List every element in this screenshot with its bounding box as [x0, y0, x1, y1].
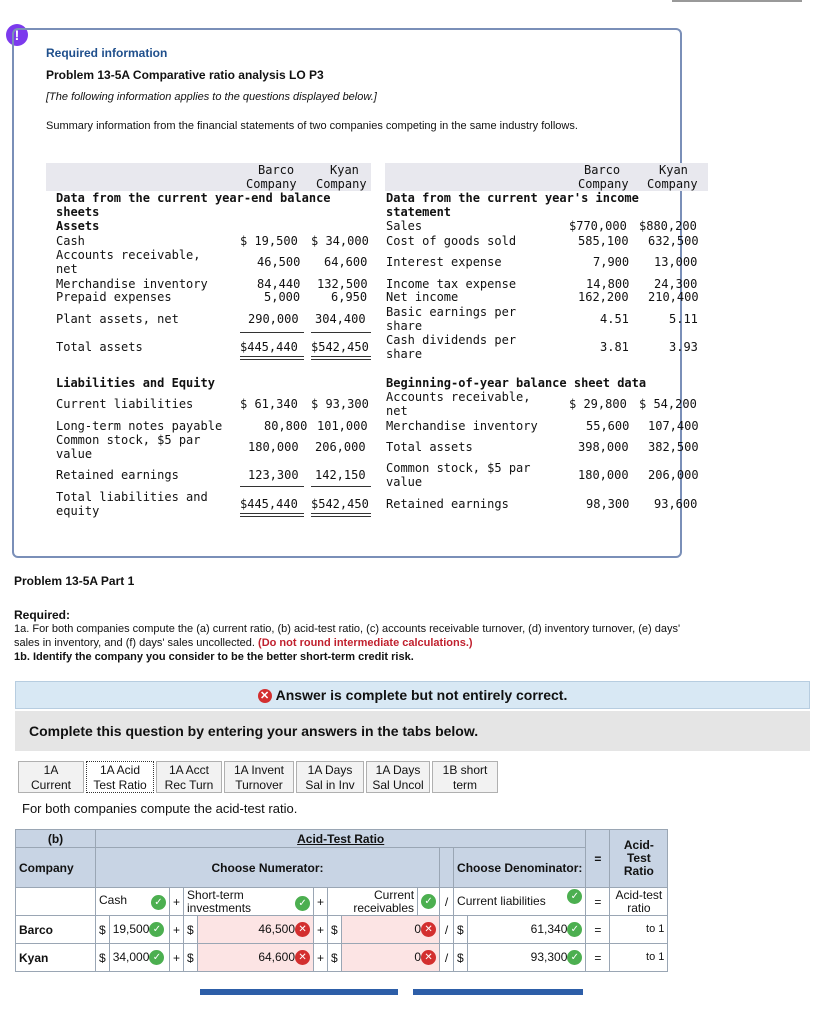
rule: [240, 516, 304, 517]
dollar: $: [184, 916, 198, 944]
tab-1a-invent[interactable]: [224, 761, 294, 793]
value: 632,500: [648, 234, 699, 248]
value: 84,440: [257, 277, 301, 291]
value: 13,000: [654, 255, 698, 269]
row-label: Total liabilities and: [56, 490, 208, 504]
value: 4.51: [600, 312, 629, 326]
divide-sign: /: [440, 888, 454, 916]
section-title: Liabilities and Equity: [56, 376, 215, 390]
dollar: $: [328, 916, 342, 944]
row-label: Cash: [56, 234, 85, 248]
equals-sign: =: [586, 916, 610, 944]
row-label: Common stock, $5 par: [386, 461, 531, 475]
value: 55,600: [586, 419, 630, 433]
col-header: Company: [647, 177, 698, 191]
tab-1b-short-term[interactable]: [432, 761, 498, 793]
required-info-heading: Required information: [46, 46, 168, 60]
section-title: sheets: [56, 205, 100, 219]
check-cell: [418, 888, 440, 916]
result-suffix: to 1: [646, 951, 665, 963]
value: 162,200: [578, 290, 629, 304]
prev-tab-button[interactable]: [200, 989, 398, 995]
company-barco: Barco: [16, 916, 96, 944]
value: $ 54,200: [639, 397, 697, 411]
plus-sign: +: [170, 916, 184, 944]
cell-text: Current liabilities: [457, 894, 546, 908]
rule: [240, 356, 304, 357]
company-kyan: Kyan: [16, 944, 96, 972]
tab-1a-current[interactable]: [18, 761, 84, 793]
value: 382,500: [648, 440, 699, 454]
value: 180,000: [578, 468, 629, 482]
table-title: Acid-Test Ratio: [96, 830, 586, 848]
value: 206,000: [648, 468, 699, 482]
row-label: Merchandise inventory: [386, 419, 538, 433]
summary-text: Summary information from the financial statements of two companies competing in the same industry follows.: [46, 120, 578, 132]
row-label: Plant assets, net: [56, 312, 179, 326]
divide-sign: /: [440, 916, 454, 944]
equals-sign: =: [586, 944, 610, 972]
input-value: 19,500: [112, 921, 150, 936]
b-label: (b): [16, 830, 96, 848]
tab-1a-acid-test[interactable]: [86, 761, 154, 793]
dollar: $: [454, 916, 468, 944]
tab-label: Test Ratio: [93, 778, 147, 792]
rule: [311, 513, 371, 514]
kyan-cr-input[interactable]: [341, 944, 439, 972]
row-label: Sales: [386, 219, 423, 233]
value: 180,000: [248, 440, 299, 454]
kyan-sti-input[interactable]: [197, 944, 313, 972]
value: $ 19,500: [240, 234, 298, 248]
value: $ 34,000: [311, 234, 369, 248]
row-label: Accounts receivable,: [56, 248, 201, 262]
row-label: share: [386, 319, 423, 333]
rule: [311, 332, 371, 333]
tab-1a-acct-rec[interactable]: [156, 761, 222, 793]
value: $542,450: [311, 340, 369, 354]
input-value: 0: [414, 921, 422, 936]
col-header: Kyan: [330, 163, 359, 177]
row-label: Interest expense: [386, 255, 502, 269]
col-header: Company: [246, 177, 297, 191]
barco-cr-input[interactable]: [341, 916, 439, 944]
value: 24,300: [654, 277, 698, 291]
value: $ 93,300: [311, 397, 369, 411]
value: 132,500: [317, 277, 368, 291]
tab-label: term: [453, 778, 477, 792]
value: 3.93: [669, 340, 698, 354]
value: 107,400: [648, 419, 699, 433]
input-value: 0: [414, 949, 422, 964]
rule: [311, 356, 371, 357]
result-label: Acid-test ratio: [610, 888, 668, 916]
row-label: equity: [56, 504, 100, 518]
input-value: 34,000: [112, 949, 150, 964]
check-icon: ✓: [149, 950, 164, 965]
tab-label: 1A Days: [375, 763, 421, 777]
section-title: Data from the current year's income: [386, 191, 639, 205]
top-bar: [672, 0, 802, 2]
problem-title: Problem 13-5A Comparative ratio analysis LO P3: [46, 68, 324, 82]
value: 6,950: [331, 290, 368, 304]
tab-label: 1B short: [442, 763, 488, 777]
plus-sign: +: [170, 888, 184, 916]
result-suffix: to 1: [646, 923, 665, 935]
dollar: $: [184, 944, 198, 972]
tab-1a-days-inv[interactable]: [296, 761, 364, 793]
tab-1a-days-uncol[interactable]: [366, 761, 430, 793]
follow-note: [The following information applies to the questions displayed below.]: [46, 91, 377, 103]
cell-text: Cash: [99, 893, 128, 907]
row-label: Prepaid expenses: [56, 290, 172, 304]
section-title: statement: [386, 205, 452, 219]
rule: [240, 513, 304, 514]
plus-sign: +: [314, 916, 328, 944]
row-label: value: [386, 475, 423, 489]
numerator-select-cash[interactable]: [96, 888, 170, 916]
value: 64,600: [324, 255, 368, 269]
barco-result-input[interactable]: [610, 916, 668, 944]
value: $770,000: [569, 219, 627, 233]
req-1a: 1a. For both companies compute the (a) current ratio, (b) acid-test ratio, (c) accounts receivable turnover, (d) inventory turnover, (e) days' sales in inventory, and (f) days' sales uncollected.: [14, 623, 681, 649]
row-label: share: [386, 347, 423, 361]
assets-title: Assets: [56, 219, 100, 233]
plus-sign: +: [314, 888, 328, 916]
denominator-select[interactable]: [454, 888, 586, 916]
part-label: Problem 13-5A Part 1: [14, 574, 135, 588]
dollar: $: [328, 944, 342, 972]
value: 101,000: [317, 419, 368, 433]
row-label: Merchandise inventory: [56, 277, 208, 291]
tab-label: Current: [30, 778, 71, 792]
acid-test-table: [15, 829, 668, 972]
value: 142,150: [315, 468, 366, 482]
check-icon: ✓: [295, 896, 310, 911]
req-1a-note: (Do not round intermediate calculations.): [258, 637, 473, 649]
req-1b: 1b. Identify the company you consider to be the better short-term credit risk.: [14, 651, 414, 663]
answer-status-text: Answer is complete but not entirely correct.: [275, 687, 568, 703]
row-label: Income tax expense: [386, 277, 517, 291]
rule: [240, 486, 304, 487]
tab-label: 1A Days: [307, 763, 353, 777]
value: $880,200: [639, 219, 697, 233]
section-title: Data from the current year-end balance: [56, 191, 331, 205]
value: 5,000: [264, 290, 301, 304]
col-header: Barco: [584, 163, 621, 177]
rule: [311, 359, 371, 360]
value: $445,440: [240, 497, 298, 511]
barco-cl-input[interactable]: [467, 916, 586, 944]
row-label: value: [56, 447, 93, 461]
input-value: 46,500: [258, 921, 296, 936]
value: $ 29,800: [569, 397, 627, 411]
barco-sti-input[interactable]: [197, 916, 313, 944]
value: 46,500: [257, 255, 301, 269]
row-label: Total assets: [386, 440, 473, 454]
value: 5.11: [669, 312, 698, 326]
section-title: Beginning-of-year balance sheet data: [386, 376, 647, 390]
col-header: Barco: [258, 163, 295, 177]
row-label: Cash dividends per: [386, 333, 517, 347]
row-label: Basic earnings per: [386, 305, 517, 319]
numerator-select-sti[interactable]: [184, 888, 314, 916]
value: 14,800: [586, 277, 630, 291]
blank-cell: [16, 888, 96, 916]
denominator-head: Choose Denominator:: [454, 848, 586, 888]
value: 290,000: [248, 312, 299, 326]
value: 123,300: [248, 468, 299, 482]
blank-head: [440, 848, 454, 888]
x-icon: ✕: [421, 950, 436, 965]
row-label: Retained earnings: [386, 497, 509, 511]
eq-head: =: [586, 830, 610, 888]
check-icon: ✓: [149, 922, 164, 937]
row-label: net: [386, 404, 408, 418]
value: 3.81: [600, 340, 629, 354]
check-icon: ✓: [567, 922, 582, 937]
value: $542,450: [311, 497, 369, 511]
tab-label: 1A: [43, 763, 59, 777]
rule: [311, 516, 371, 517]
row-label: Net income: [386, 290, 459, 304]
col-header: Company: [578, 177, 629, 191]
equals-sign: =: [586, 888, 610, 916]
company-head: Company: [16, 848, 96, 888]
rule: [240, 359, 304, 360]
dollar: $: [96, 944, 110, 972]
rule: [311, 486, 371, 487]
value: 7,900: [593, 255, 630, 269]
tab-label: 1A Acct: [168, 763, 210, 777]
barco-cash-input[interactable]: [109, 916, 169, 944]
tab-label: Turnover: [235, 778, 283, 792]
value: 93,600: [654, 497, 698, 511]
row-label: Long-term notes payable: [56, 419, 223, 433]
col-header: Company: [316, 177, 367, 191]
dollar: $: [454, 944, 468, 972]
divide-sign: /: [440, 944, 454, 972]
tab-label: Sal in Inv: [305, 778, 355, 792]
kyan-cash-input[interactable]: [109, 944, 169, 972]
col-header: Kyan: [659, 163, 688, 177]
tab-label: Rec Turn: [164, 778, 214, 792]
input-value: 61,340: [530, 921, 568, 936]
value: 210,400: [648, 290, 699, 304]
row-label: Current liabilities: [56, 397, 194, 411]
plus-sign: +: [314, 944, 328, 972]
value: $ 61,340: [240, 397, 298, 411]
row-label: Retained earnings: [56, 468, 179, 482]
plus-sign: +: [170, 944, 184, 972]
numerator-select-cr[interactable]: [328, 888, 418, 916]
value: 585,100: [578, 234, 629, 248]
dollar: $: [96, 916, 110, 944]
result-head: Acid-Test Ratio: [610, 830, 668, 888]
value: 98,300: [586, 497, 630, 511]
row-label: Total assets: [56, 340, 143, 354]
cell-text: Current receivables: [353, 887, 415, 915]
tab-instruction: For both companies compute the acid-test ratio.: [22, 801, 298, 816]
x-icon: ✕: [295, 922, 310, 937]
value: 398,000: [578, 440, 629, 454]
check-icon: ✓: [567, 889, 582, 904]
kyan-result-input[interactable]: [610, 944, 668, 972]
value: $445,440: [240, 340, 298, 354]
cell-text: Short-term investments: [187, 887, 252, 915]
required-heading: Required:: [14, 608, 71, 622]
x-icon: ✕: [421, 922, 436, 937]
next-tab-button[interactable]: [413, 989, 583, 995]
input-value: 64,600: [258, 949, 296, 964]
row-label: Cost of goods sold: [386, 234, 517, 248]
answer-status-banner: [15, 681, 810, 709]
x-icon: ✕: [258, 689, 272, 703]
value: 304,400: [315, 312, 366, 326]
kyan-cl-input[interactable]: [467, 944, 586, 972]
numerator-head: Choose Numerator:: [96, 848, 440, 888]
row-label: Accounts receivable,: [386, 390, 531, 404]
check-icon: ✓: [567, 950, 582, 965]
tab-label: 1A Invent: [233, 763, 285, 777]
value: 206,000: [315, 440, 366, 454]
rule: [240, 332, 304, 333]
input-value: 93,300: [530, 949, 568, 964]
value: 80,800: [264, 419, 308, 433]
check-icon: ✓: [421, 894, 436, 909]
alert-icon: !: [6, 24, 28, 46]
requirements-text: [14, 622, 694, 664]
complete-banner: Complete this question by entering your answers in the tabs below.: [15, 711, 810, 751]
x-icon: ✕: [295, 950, 310, 965]
check-icon: ✓: [151, 895, 166, 910]
tab-label: 1A Acid: [99, 763, 141, 777]
tab-label: Sal Uncol: [372, 778, 424, 792]
row-label: net: [56, 262, 78, 276]
row-label: Common stock, $5 par: [56, 433, 201, 447]
